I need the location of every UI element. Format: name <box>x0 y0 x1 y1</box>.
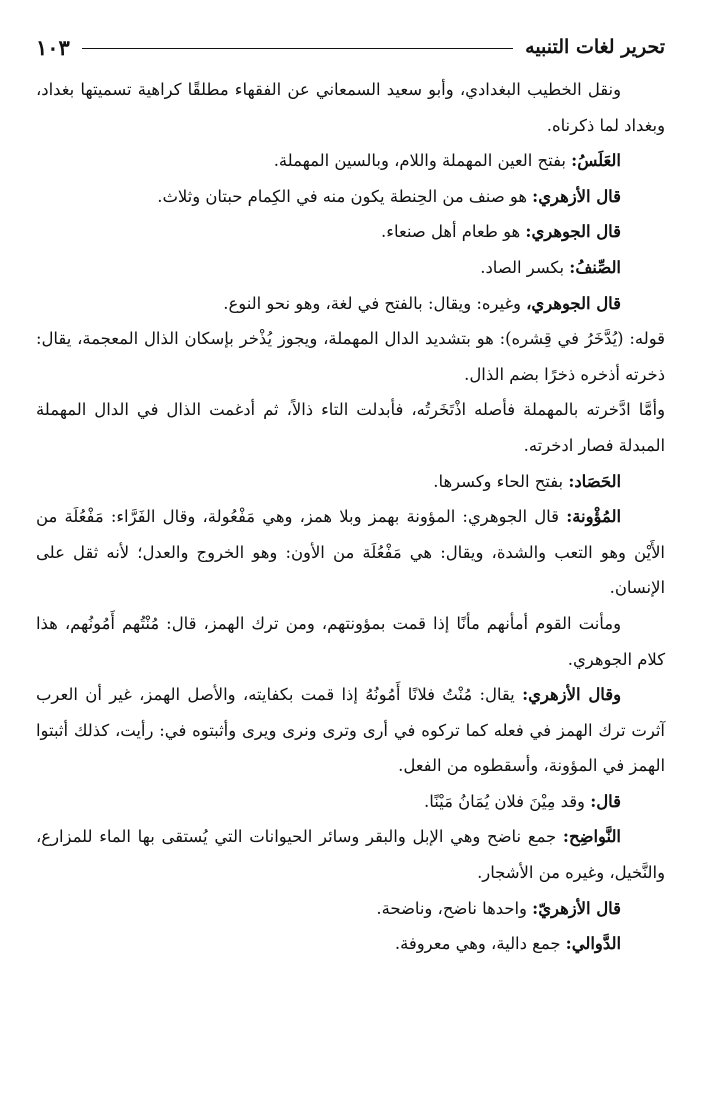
entry-headword: العَلَسُ: <box>571 151 621 171</box>
entry-alas <box>36 143 665 179</box>
entry-hasad <box>36 464 665 500</box>
paragraph-yuddakhar <box>36 321 665 392</box>
entry-headword: الصِّنفُ: <box>569 257 621 277</box>
entry-text: بكسر الصاد. <box>480 257 570 277</box>
running-title: تحرير لغات التنبيه <box>525 36 665 58</box>
entry-headword: قال: <box>590 791 621 811</box>
entry-headword: قال الجوهري: <box>525 222 621 242</box>
header-rule <box>82 48 513 49</box>
entry-headword: قال الأزهري: <box>532 186 621 206</box>
entry-headword: قال الجوهري، <box>526 293 621 313</box>
paragraph-iddakhartuhu <box>36 392 665 463</box>
entry-text: واحدها ناضح، وناضحة. <box>376 898 533 918</box>
paragraph-text: ومأنت القوم أمأنهم مأنًا إذا قمت بمؤونتهم، ومن ترك الهمز، قال: مُنْتُهم أَمُونُهم، هذا كلام الجوهري. <box>36 613 665 669</box>
paragraph-text: ونقل الخطيب البغدادي، وأبو سعيد السمعاني عن الفقهاء مطلقًا كراهية تسميتها بغداد، وبغداد لما ذكرناه. <box>36 80 665 135</box>
entry-headword: وقال الأزهري: <box>522 685 621 705</box>
entry-text: وغيره: ويقال: بالفتح في لغة، وهو نحو النوع. <box>223 293 527 313</box>
page-body <box>36 72 665 962</box>
entry-sinf <box>36 250 665 286</box>
entry-azhari-nawadih <box>36 891 665 927</box>
entry-headword: الدَّوالي: <box>565 934 621 954</box>
paragraph-maanat <box>36 606 665 677</box>
entry-jawhari-alas <box>36 214 665 250</box>
entry-headword: قال الأزهريّ: <box>532 898 621 918</box>
entry-qala-mina <box>36 784 665 820</box>
entry-dawali <box>36 926 665 962</box>
entry-nawadih <box>36 819 665 890</box>
entry-text: هو صنف من الحِنطة يكون منه في الكِمام حبتان وثلاث. <box>157 186 533 206</box>
entry-azhari-alas <box>36 179 665 215</box>
paragraph-baghdad <box>36 72 665 143</box>
entry-text: وقد مِيْنَ فلان يُمَانُ مَيْنًا. <box>423 791 591 811</box>
entry-headword: المُؤْونة: <box>566 507 621 527</box>
entry-text: جمع ناضح وهي الإبل والبقر وسائر الحيوانات التي يُستقى بها الماء للمزارع، والنَّخيل، وغيره من الأشجار. <box>36 827 665 883</box>
entry-text: قال الجوهري: المؤونة بهمز وبلا همز، وهي مَفْعُولة، وقال الفَرَّاء: مَفْعُلَة من الأَيْن وهو التعب والشدة، ويقال: هي مَفْعُلَة من الأون: وهو الخروج والعدل؛ لأنه ثقل على الإنسان. <box>36 507 665 598</box>
entry-headword: النَّواضِح: <box>562 827 621 847</box>
entry-text: بفتح العين المهملة واللام، وبالسين المهملة. <box>273 151 572 171</box>
entry-text: جمع دالية، وهي معروفة. <box>394 934 566 954</box>
paragraph-text: قوله: (يُدَّخَرُ في قِشره): هو بتشديد الدال المهملة، ويجوز يُذْخر بإسكان الذال المعجمة، يقال: ذخرته أذخره ذخرًا بضم الذال. <box>36 329 665 384</box>
entry-muuna <box>36 499 665 606</box>
entry-headword: الحَصَاد: <box>568 471 621 491</box>
entry-text: بفتح الحاء وكسرها. <box>433 471 569 491</box>
entry-text: يقال: مُنْتُ فلانًا أَمُونُهُ إذا قمت بكفايته، والأصل الهمز، غير أن العرب آثرت ترك الهمز في فعله كما تركوه في أرى وترى ونرى ويرى وأثبتوه في: رأيت، كذلك أثبتوا الهمز في المؤونة، وأسقطوه من الفعل. <box>36 685 665 776</box>
entry-jawhari-sinf <box>36 286 665 322</box>
entry-azhari-muuna <box>36 677 665 784</box>
entry-text: هو طعام أهل صنعاء. <box>381 222 526 242</box>
page-header <box>36 30 665 64</box>
page-number: ١٠٣ <box>36 34 70 60</box>
paragraph-text: وأمَّا ادَّخرته بالمهملة فأصله اذْتَخَرتُه، فأبدلت التاء ذالاً، ثم أدغمت الذال في الدال المهملة المبدلة فصار ادخرته. <box>36 400 665 455</box>
